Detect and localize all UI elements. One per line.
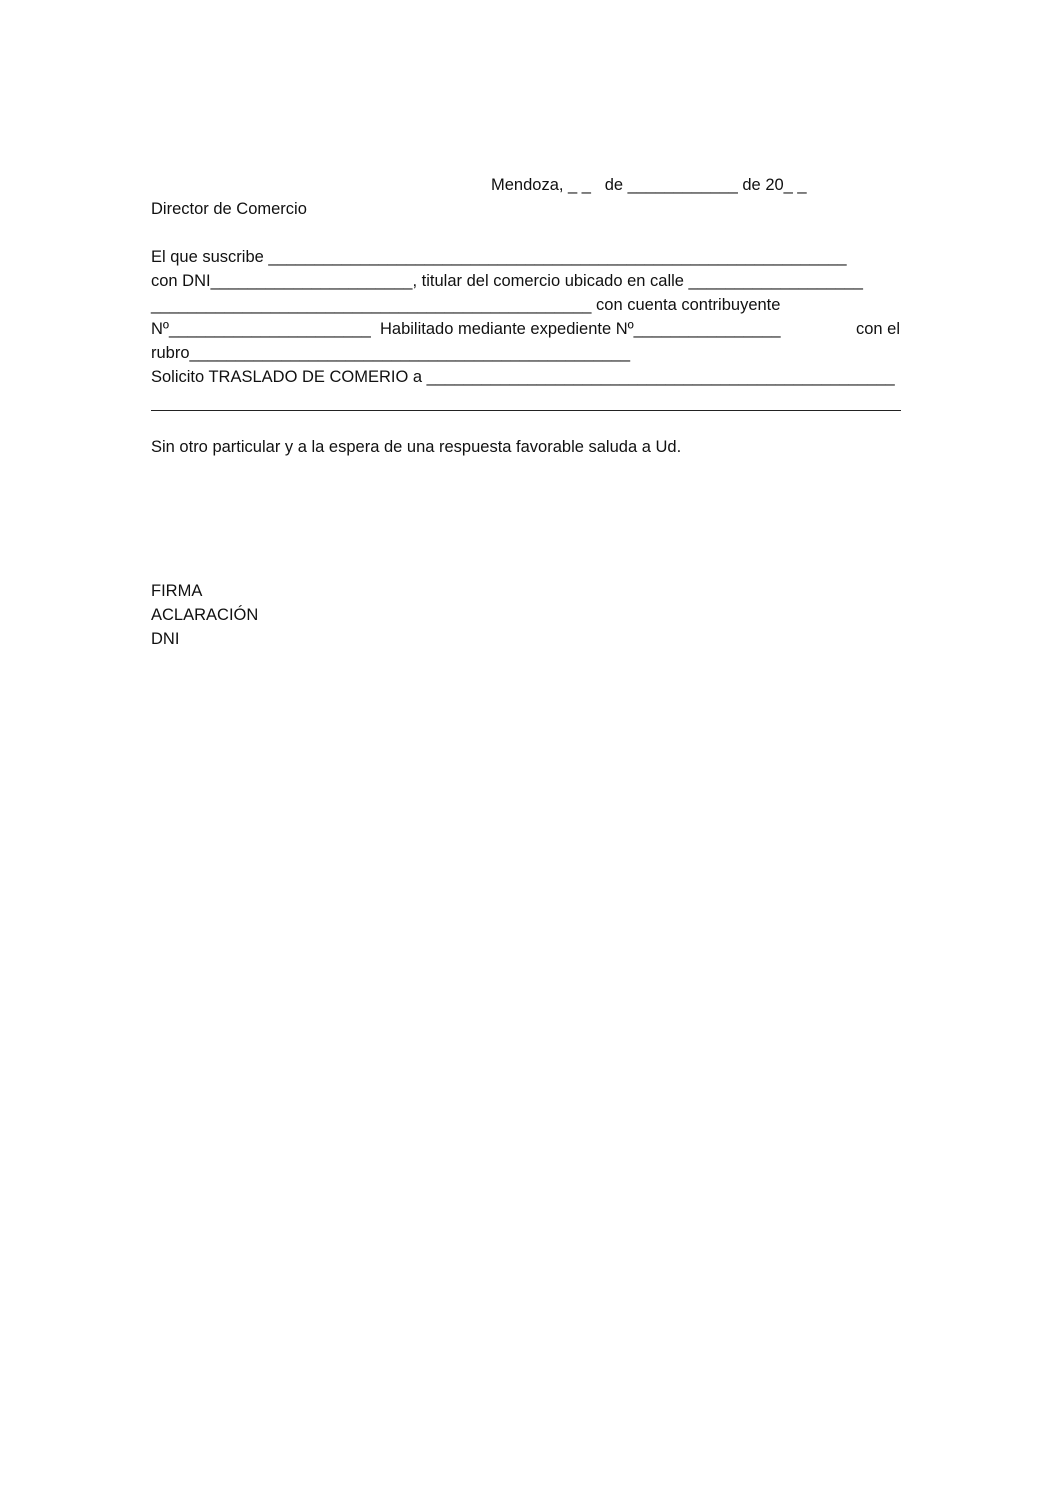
date-line: Mendoza, _ _ de ____________ de 20_ _ bbox=[491, 176, 807, 194]
blank-fill-line bbox=[151, 410, 901, 411]
body-line-number-tail: con el bbox=[856, 320, 901, 338]
body-line-subscriber: El que suscribe _______________________________________________________________ bbox=[151, 248, 847, 266]
body-line-request: Solicito TRASLADO DE COMERIO a ___________________________________________________ bbox=[151, 368, 895, 386]
body-line-number: Nº______________________ Habilitado mediante expediente Nº________________ bbox=[151, 320, 781, 338]
signature-label: FIRMA bbox=[151, 582, 203, 600]
clarification-label: ACLARACIÓN bbox=[151, 606, 259, 624]
body-line-dni: con DNI______________________, titular del comercio ubicado en calle ___________________ bbox=[151, 272, 863, 290]
closing-text: Sin otro particular y a la espera de una respuesta favorable saluda a Ud. bbox=[151, 438, 682, 456]
recipient: Director de Comercio bbox=[151, 200, 307, 218]
body-line-rubro: rubro________________________________________________ bbox=[151, 344, 630, 362]
body-line-account: ________________________________________________ con cuenta contribuyente bbox=[151, 296, 781, 314]
dni-label: DNI bbox=[151, 630, 180, 648]
